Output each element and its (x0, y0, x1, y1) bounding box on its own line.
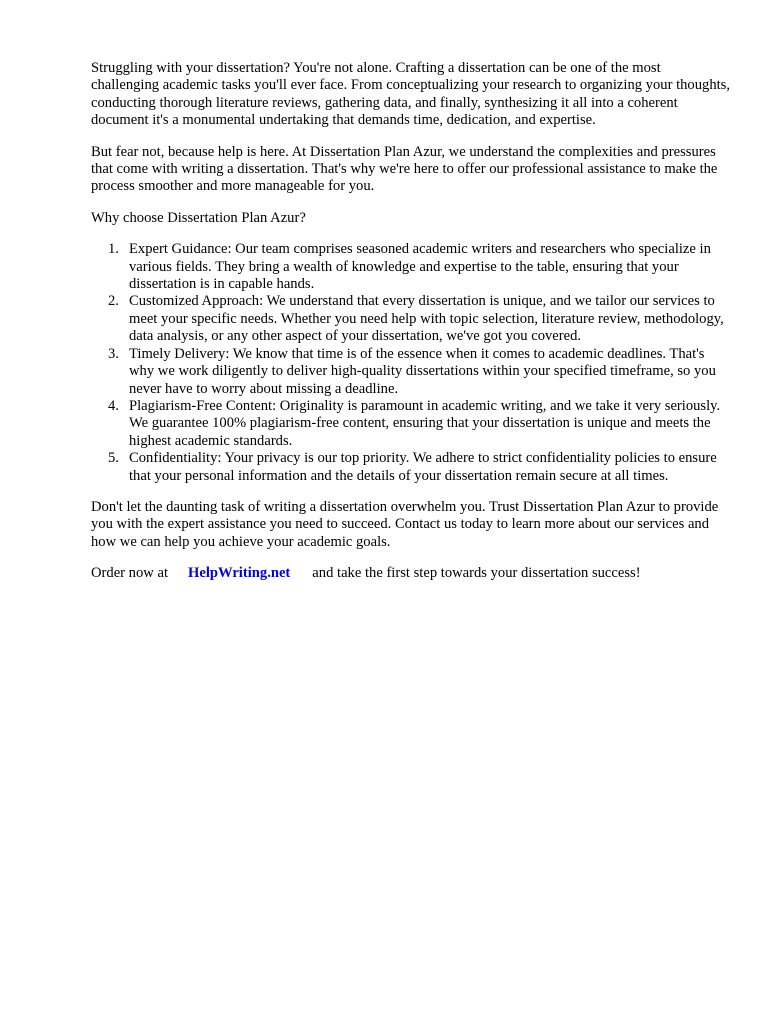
reason-item-confidentiality (91, 450, 731, 485)
reason-item-customized-approach (91, 293, 731, 345)
help-paragraph: But fear not, because help is here. At Dissertation Plan Azur, we understand the complexities and pressures that come with writing a dissertation. That's why we're here to offer our professional assistance to make the process smoother and more manageable for you. (91, 143, 718, 195)
reason-text: Expert Guidance: Our team comprises seasoned academic writers and researchers who specialize in various fields. They bring a wealth of knowledge and expertise to the table, ensuring that your dissertation is in capable hands. (129, 241, 711, 293)
document-page (91, 60, 731, 583)
reason-text: Confidentiality: Your privacy is our top priority. We adhere to strict confidentiality policies to ensure that your personal information and the details of your dissertation remain secure at all times. (129, 450, 717, 484)
order-call-to-action (91, 565, 731, 582)
reasons-list (91, 241, 731, 485)
reason-text: Plagiarism-Free Content: Originality is paramount in academic writing, and we take it very seriously. We guarantee 100% plagiarism-free content, ensuring that your dissertation is unique and meets the highest academic standards. (129, 397, 721, 449)
reason-item-timely-delivery (91, 346, 731, 398)
helpwriting-link[interactable]: HelpWriting.net (188, 565, 291, 582)
closing-paragraph: Don't let the daunting task of writing a dissertation overwhelm you. Trust Dissertation Plan Azur to provide you with the expert assistance you need to succeed. Contact us today to learn more about our services and how we can help you achieve your academic goals. (91, 498, 719, 550)
reason-item-expert-guidance (91, 241, 731, 293)
intro-paragraph: Struggling with your dissertation? You're not alone. Crafting a dissertation can be one of the most challenging academic tasks you'll ever face. From conceptualizing your research to organizing your thoughts, conducting thorough literature reviews, gathering data, and finally, synthesizing it all into a coherent document it's a monumental undertaking that demands time, dedication, and expertise. (91, 60, 731, 129)
list-number: 3. (108, 345, 119, 362)
list-number: 1. (108, 241, 119, 258)
cta-prefix: Order now at (91, 565, 168, 582)
list-number: 5. (108, 450, 119, 467)
reason-text: Timely Delivery: We know that time is of the essence when it comes to academic deadlines. That's why we work diligently to deliver high-quality dissertations within your specified timeframe, so you never have to worry about missing a deadline. (129, 345, 716, 397)
why-heading: Why choose Dissertation Plan Azur? (91, 209, 306, 226)
cta-suffix: and take the first step towards your dissertation success! (312, 565, 641, 582)
list-number: 2. (108, 293, 119, 310)
reason-text: Customized Approach: We understand that every dissertation is unique, and we tailor our services to meet your specific needs. Whether you need help with topic selection, literature review, methodology, data analysis, or any other aspect of your dissertation, we've got you covered. (129, 293, 724, 345)
reason-item-plagiarism-free (91, 398, 731, 450)
list-number: 4. (108, 397, 119, 414)
